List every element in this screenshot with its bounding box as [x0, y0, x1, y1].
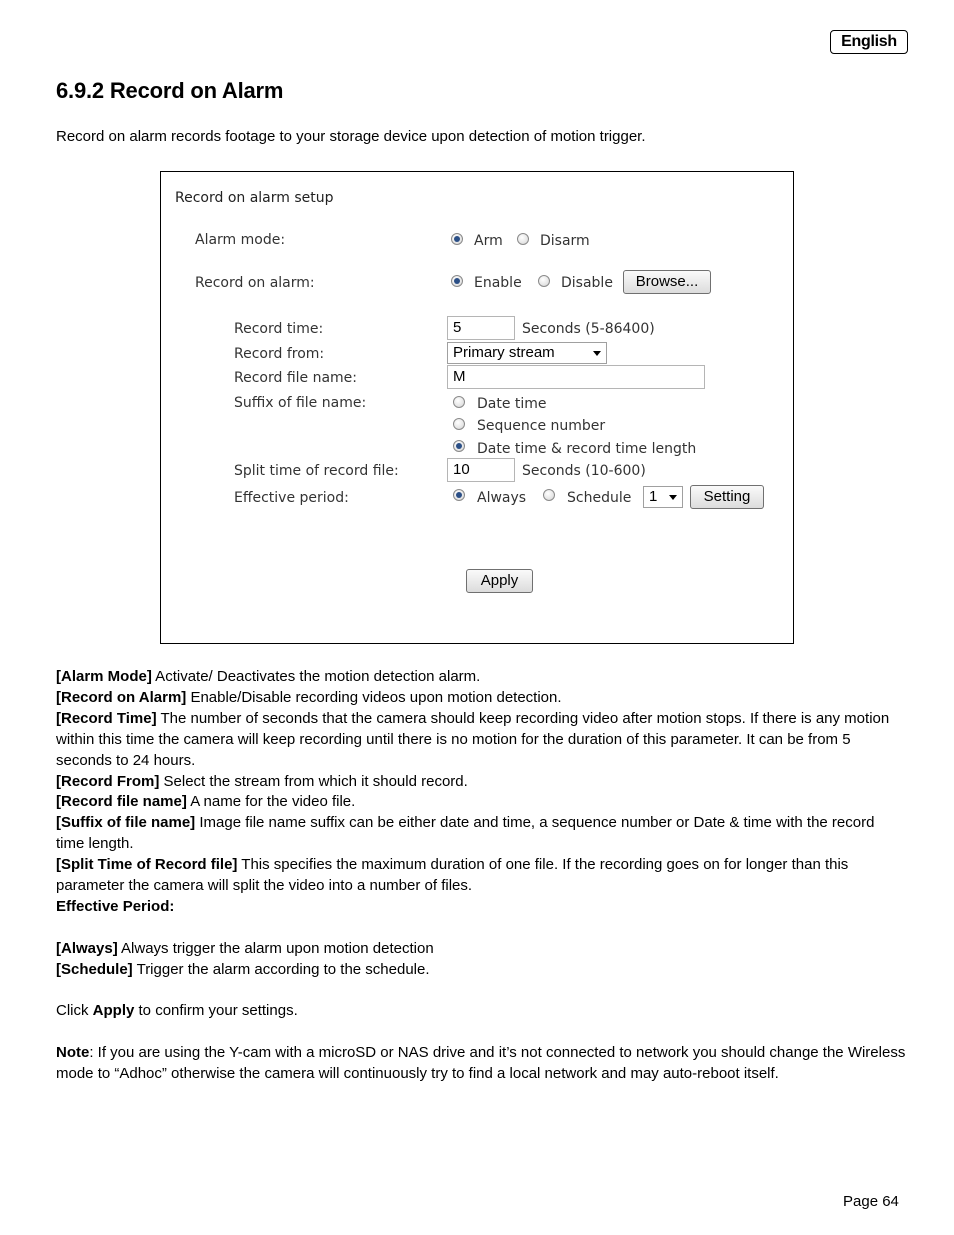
split-time-label: Split time of record file:	[234, 463, 399, 479]
record-time-input[interactable]: 5	[447, 316, 515, 340]
record-on-alarm-screenshot	[160, 171, 794, 644]
apply-button[interactable]: Apply	[466, 569, 533, 593]
record-file-name-label: Record file name:	[234, 370, 358, 386]
desc-record-on-alarm: [Record on Alarm] Enable/Disable recording videos upon motion detection.	[56, 688, 562, 706]
suffix-sequence-label: Sequence number	[477, 418, 606, 434]
desc-split-time: [Split Time of Record file] This specifies the maximum duration of one file. If the recording goes on for longer than this parameter the camera will split the video into a number of files.	[56, 856, 849, 895]
always-label: Always	[477, 490, 527, 506]
suffix-sequence-radio[interactable]	[453, 418, 465, 430]
section-title: 6.9.2 Record on Alarm	[56, 78, 284, 103]
desc-record-from: [Record From] Select the stream from which it should record.	[56, 772, 468, 790]
dropdown-arrow-icon	[593, 351, 601, 356]
language-badge: English	[830, 30, 908, 54]
record-from-value: Primary stream	[453, 344, 555, 361]
record-from-select[interactable]	[447, 342, 607, 364]
disable-label: Disable	[561, 275, 613, 291]
always-radio[interactable]	[453, 489, 465, 501]
record-on-alarm-label: Record on alarm:	[195, 275, 315, 291]
disarm-label: Disarm	[540, 233, 590, 249]
effective-period-label: Effective period:	[234, 490, 349, 506]
record-time-hint: Seconds (5-86400)	[522, 321, 655, 337]
schedule-radio[interactable]	[543, 489, 555, 501]
record-from-label: Record from:	[234, 346, 325, 362]
enable-label: Enable	[474, 275, 522, 291]
desc-record-time: [Record Time] The number of seconds that the camera should keep recording video after motion stops. If there is any motion within this time the camera will keep recording until there is no motion for the duration of this parameter. It can be from 5 seconds to 24 hours.	[56, 709, 890, 769]
record-file-name-input[interactable]: M	[447, 365, 705, 389]
browse-button[interactable]: Browse...	[623, 270, 711, 294]
setting-button[interactable]: Setting	[690, 485, 764, 509]
schedule-value: 1	[649, 488, 658, 505]
record-time-label: Record time:	[234, 321, 324, 337]
effective-period-heading: Effective Period:	[56, 897, 175, 915]
schedule-select[interactable]	[643, 486, 683, 508]
desc-alarm-mode: [Alarm Mode] Activate/ Deactivates the motion detection alarm.	[56, 668, 481, 685]
enable-radio[interactable]	[451, 275, 463, 287]
disarm-radio[interactable]	[517, 233, 529, 245]
arm-label: Arm	[474, 233, 503, 249]
alarm-mode-label: Alarm mode:	[195, 232, 286, 248]
setup-heading: Record on alarm setup	[175, 190, 334, 206]
suffix-label: Suffix of file name:	[234, 395, 367, 411]
suffix-date-length-label: Date time & record time length	[477, 441, 697, 457]
schedule-label: Schedule	[567, 490, 632, 506]
split-time-hint: Seconds (10-600)	[522, 463, 646, 479]
suffix-date-time-radio[interactable]	[453, 396, 465, 408]
section-intro: Record on alarm records footage to your storage device upon detection of motion trigger.	[56, 128, 646, 145]
desc-suffix: [Suffix of file name] Image file name suffix can be either date and time, a sequence number or Date & time with the record time length.	[56, 814, 875, 853]
note-text: Note: If you are using the Y-cam with a microSD or NAS drive and it’s not connected to network you should change the Wireless mode to “Adhoc” otherwise the camera will continuously try to find a local network and may auto-reboot itself.	[56, 1044, 906, 1083]
page-number: Page 64	[843, 1193, 899, 1210]
desc-schedule: [Schedule] Trigger the alarm according to the schedule.	[56, 960, 430, 978]
desc-always: [Always] Always trigger the alarm upon motion detection	[56, 939, 434, 957]
dropdown-arrow-icon	[669, 495, 677, 500]
arm-radio[interactable]	[451, 233, 463, 245]
suffix-date-length-radio[interactable]	[453, 440, 465, 452]
click-apply-text: Click Apply to confirm your settings.	[56, 1002, 298, 1020]
field-descriptions	[56, 667, 906, 1085]
split-time-input[interactable]: 10	[447, 458, 515, 482]
suffix-date-time-label: Date time	[477, 396, 547, 412]
disable-radio[interactable]	[538, 275, 550, 287]
desc-record-file-name: [Record file name] A name for the video file.	[56, 793, 356, 811]
